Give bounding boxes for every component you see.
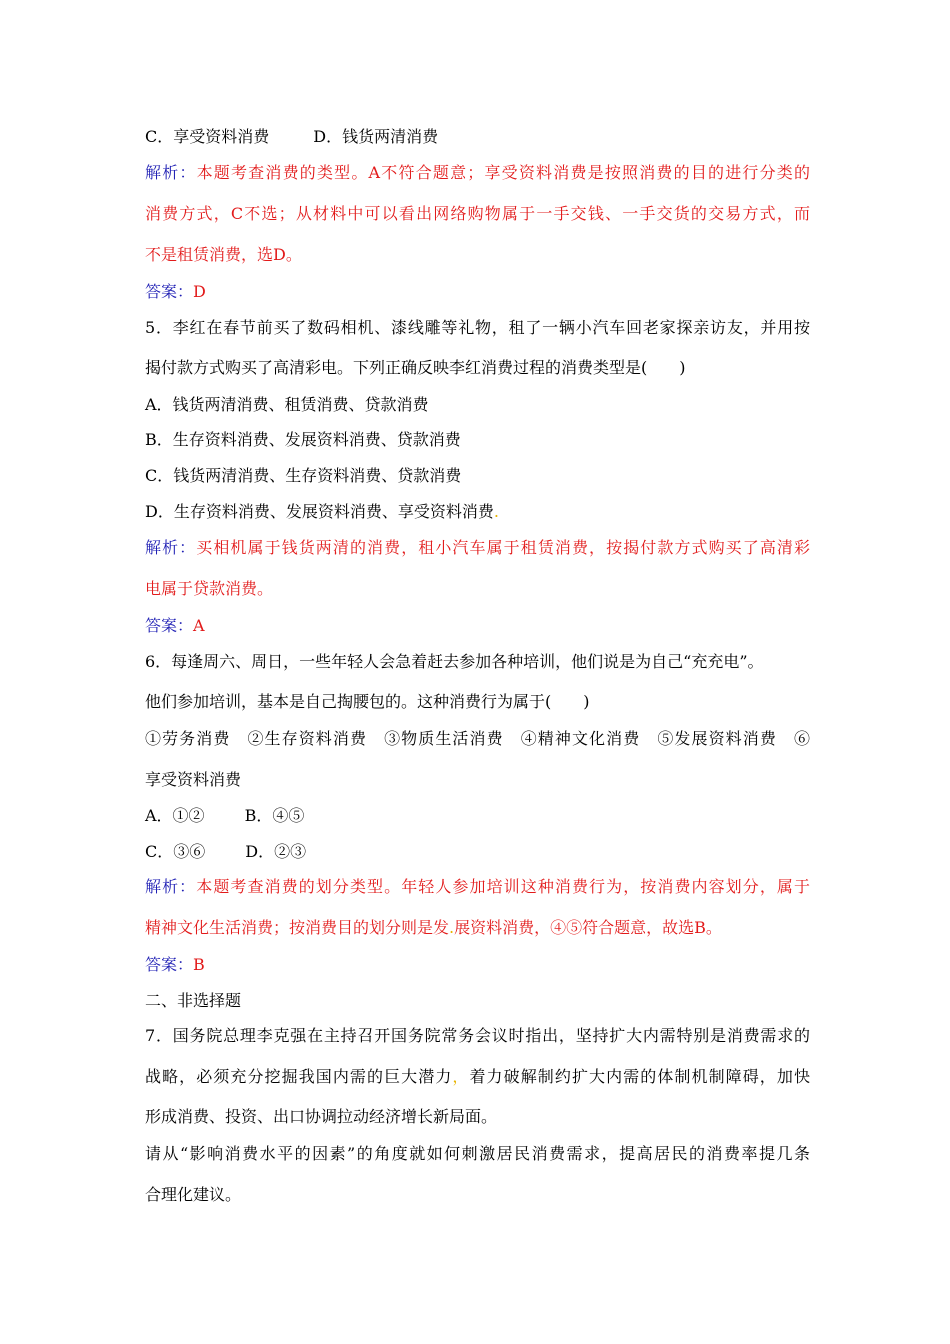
q6-answer-label: 答案： xyxy=(145,955,194,974)
q4-options-cd xyxy=(145,127,810,147)
q5-analysis-text-1: 买相机属于钱货两清的消费，租小汽车属于租赁消费，按揭付款方式购买了高清彩 xyxy=(196,538,810,557)
q6-options-cd xyxy=(145,842,810,862)
q4-analysis-line-2: 消费方式，C不选；从材料中可以看出网络购物属于一手交钱、一手交货的交易方式，而 xyxy=(145,204,810,223)
q6-analysis-text-1: 本题考查消费的划分类型。年轻人参加培训这种消费行为，按消费内容划分，属于 xyxy=(196,877,810,896)
q6-choices-line-2: 享受资料消费 xyxy=(145,770,242,789)
q6-option-a: A．①② xyxy=(145,806,205,825)
q4-analysis-line-3: 不是租赁消费，选D。 xyxy=(145,245,302,264)
q4-option-d: D．钱货两清消费 xyxy=(313,127,439,146)
q6-analysis-mark: . xyxy=(449,918,455,937)
q4-analysis-label: 解析： xyxy=(145,163,197,182)
q6-options-ab xyxy=(145,806,810,826)
q6-analysis-text-2b: 展资料消费，④⑤符合题意，故选B。 xyxy=(454,918,722,937)
q5-option-a: A．钱货两清消费、租赁消费、贷款消费 xyxy=(145,395,429,414)
q5-analysis-line-2: 电属于贷款消费。 xyxy=(145,579,274,598)
q7-stem-text-2a: 战略，必须充分挖掘我国内需的巨大潜力 xyxy=(145,1067,453,1086)
q5-analysis-label: 解析： xyxy=(145,538,197,557)
q6-analysis-line-2 xyxy=(145,918,810,938)
q4-analysis-line-1 xyxy=(145,163,810,183)
q5-answer-label: 答案： xyxy=(145,616,194,635)
q5-option-d-line xyxy=(145,502,810,522)
q5-answer-value: A xyxy=(193,616,205,635)
q4-answer-value: D xyxy=(193,282,206,301)
q5-option-d-mark: . xyxy=(493,502,499,521)
q4-option-c: C．享受资料消费 xyxy=(145,127,270,146)
q5-option-d: D．生存资料消费、发展资料消费、享受资料消费 xyxy=(145,502,494,521)
q5-option-b: B．生存资料消费、发展资料消费、贷款消费 xyxy=(145,430,461,449)
q6-option-b: B．④⑤ xyxy=(244,806,305,825)
q6-choices-line-1: ①劳务消费 ②生存资料消费 ③物质生活消费 ④精神文化消费 ⑤发展资料消费 ⑥ xyxy=(145,729,810,748)
q5-stem-line-1: 5．李红在春节前买了数码相机、漆线雕等礼物，租了一辆小汽车回老家探亲访友，并用按 xyxy=(145,318,810,337)
q6-analysis-text-2a: 精神文化生活消费；按消费目的划分则是发 xyxy=(145,918,450,937)
q7-stem-line-1: 7．国务院总理李克强在主持召开国务院常务会议时指出，坚持扩大内需特别是消费需求的 xyxy=(145,1026,810,1045)
q6-answer-value: B xyxy=(193,955,205,974)
q7-stem-text-2b: 着力破解制约扩大内需的体制机制障碍，加快 xyxy=(469,1067,810,1086)
q6-analysis-label: 解析： xyxy=(145,877,197,896)
q4-answer-label: 答案： xyxy=(145,282,194,301)
q7-stem-mark: ， xyxy=(452,1067,470,1086)
q6-option-d: D．②③ xyxy=(245,842,307,861)
q6-option-c: C．③⑥ xyxy=(145,842,206,861)
q7-stem-line-3: 形成消费、投资、出口协调拉动经济增长新局面。 xyxy=(145,1107,498,1126)
q5-analysis-line-1 xyxy=(145,538,810,558)
q6-answer xyxy=(145,955,810,975)
q5-option-c: C．钱货两清消费、生存资料消费、贷款消费 xyxy=(145,466,462,485)
q6-stem-line-2: 他们参加培训，基本是自己掏腰包的。这种消费行为属于( ) xyxy=(145,692,590,711)
section-heading: 二、非选择题 xyxy=(145,991,242,1010)
q6-analysis-line-1 xyxy=(145,877,810,897)
q7-stem-line-2 xyxy=(145,1067,810,1087)
q7-ask-line-2: 合理化建议。 xyxy=(145,1185,242,1204)
q6-stem-line-1: 6．每逢周六、周日，一些年轻人会急着赶去参加各种培训，他们说是为自己“充充电”。 xyxy=(145,652,764,671)
q4-analysis-text-1: 本题考查消费的类型。A不符合题意；享受资料消费是按照消费的目的进行分类的 xyxy=(196,163,810,182)
q7-ask-line-1: 请从“影响消费水平的因素”的角度就如何刺激居民消费需求，提高居民的消费率提几条 xyxy=(145,1144,810,1163)
q5-stem-line-2: 揭付款方式购买了高清彩电。下列正确反映李红消费过程的消费类型是( ) xyxy=(145,358,686,377)
q4-answer xyxy=(145,282,810,302)
q5-answer xyxy=(145,616,810,636)
